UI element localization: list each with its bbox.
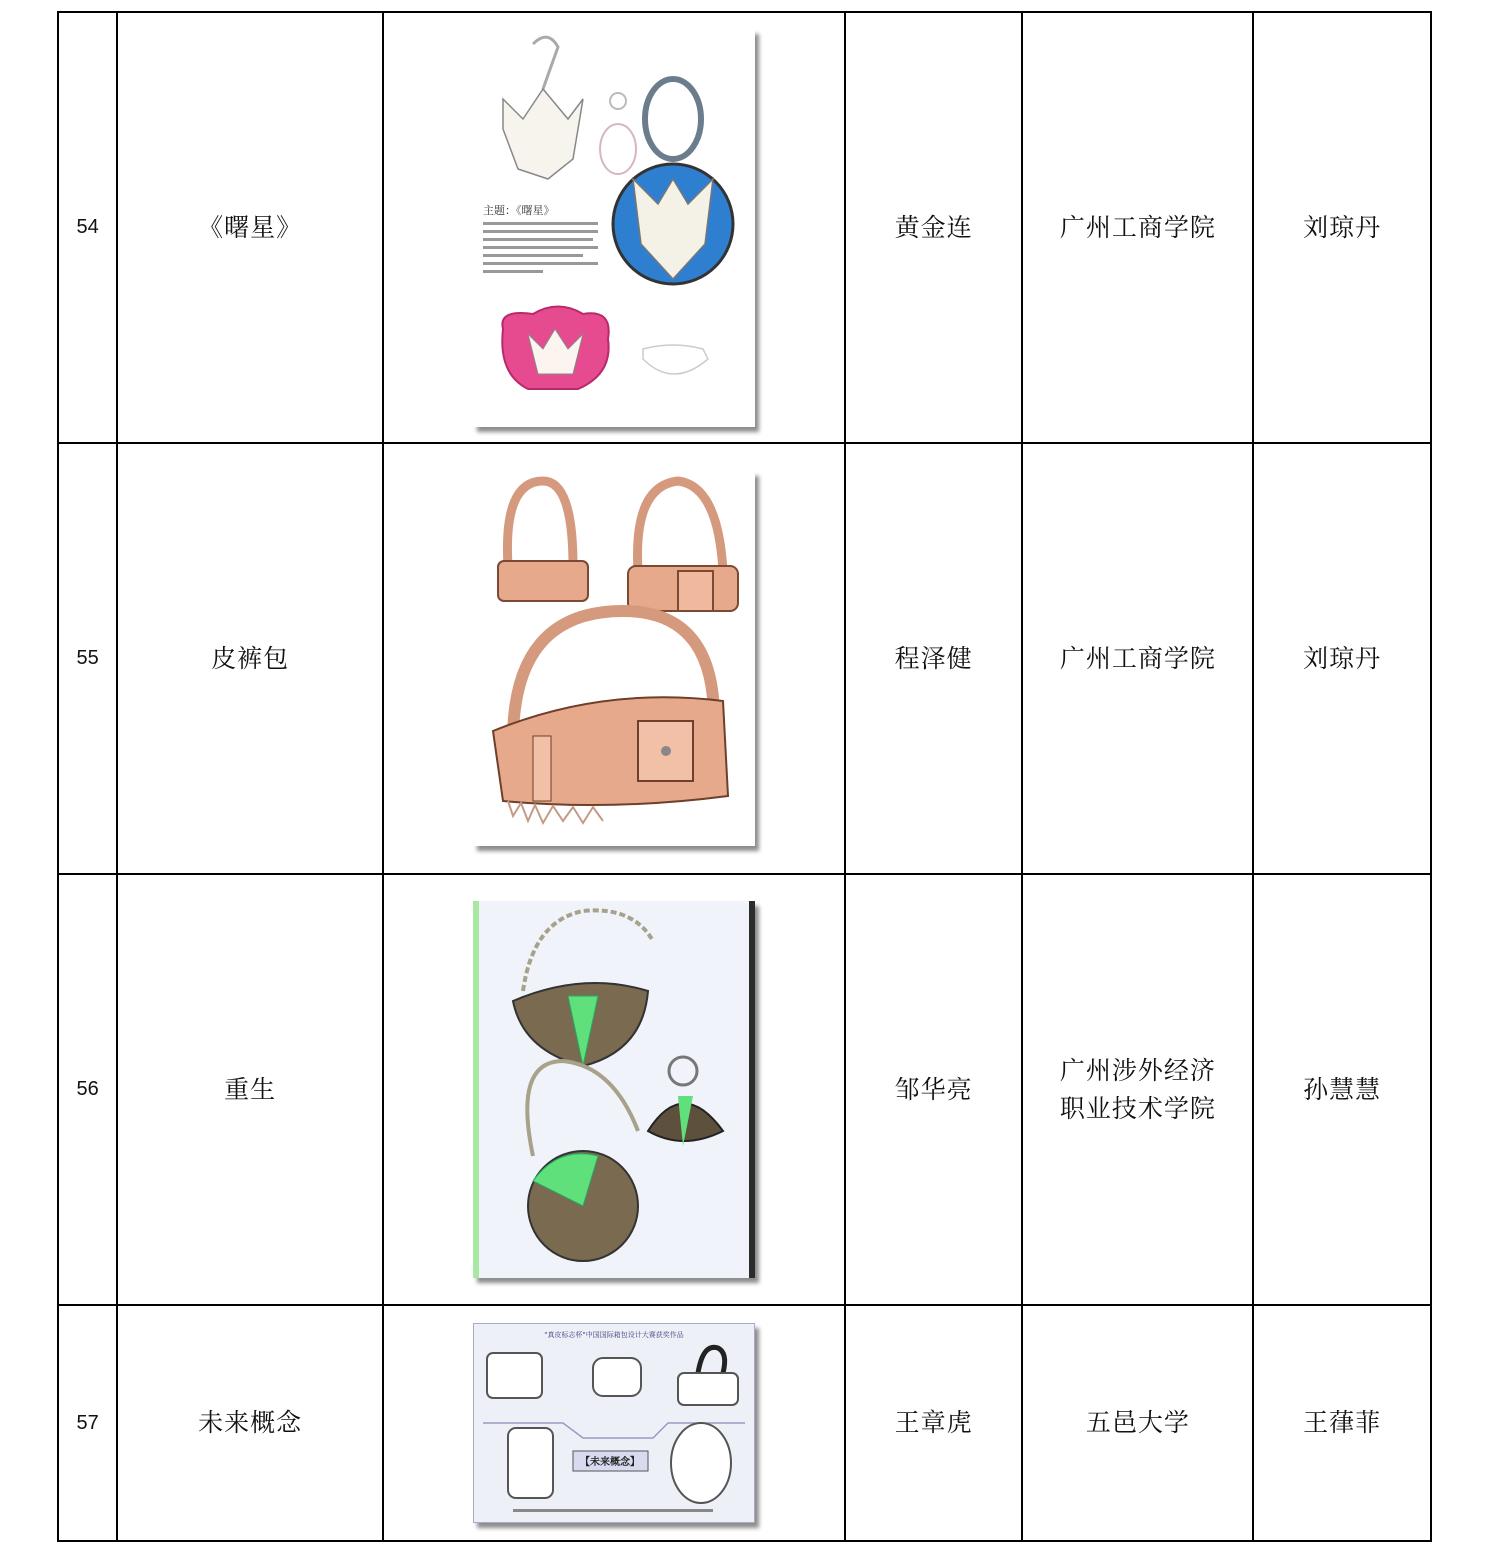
entries-table xyxy=(57,11,1432,1542)
school-cell xyxy=(1022,12,1253,443)
school-line: 广州涉外经济 xyxy=(1059,1055,1216,1085)
entry-number-cell xyxy=(58,443,117,874)
work-image-cell xyxy=(383,1305,845,1541)
author-cell xyxy=(845,443,1023,874)
work-title-cell xyxy=(117,12,383,443)
poster-banner: "真皮标志杯"中国国际箱包设计大赛获奖作品 xyxy=(544,1331,684,1339)
tutor-cell xyxy=(1253,443,1431,874)
work-title: 皮裤包 xyxy=(211,643,290,673)
work-image-cell xyxy=(383,12,845,443)
work-title: 未来概念 xyxy=(198,1408,303,1437)
author-name: 程泽健 xyxy=(894,643,973,673)
author-cell xyxy=(845,12,1023,443)
entry-number: 55 xyxy=(76,647,99,669)
school-cell xyxy=(1022,1305,1253,1541)
entry-number: 54 xyxy=(76,216,99,238)
tutor-cell xyxy=(1253,1305,1431,1541)
origami-fox-bag-sketch-icon xyxy=(473,29,755,427)
work-title: 《曙星》 xyxy=(198,212,303,242)
future-concept-bags-sketch-icon xyxy=(473,1323,755,1523)
work-title-cell xyxy=(117,443,383,874)
school-cell xyxy=(1022,443,1253,874)
table-row xyxy=(58,1305,1431,1541)
school-line: 广州工商学院 xyxy=(1059,643,1216,673)
table-row xyxy=(58,874,1431,1305)
tutor-name: 孙慧慧 xyxy=(1303,1074,1382,1104)
author-cell xyxy=(845,1305,1023,1541)
entry-number: 56 xyxy=(76,1078,99,1100)
work-image-cell xyxy=(383,874,845,1305)
school-line: 五邑大学 xyxy=(1085,1408,1190,1437)
tutor-name: 刘琼丹 xyxy=(1303,643,1382,673)
entry-number-cell xyxy=(58,874,117,1305)
caption-title: 主题：《曙星》 xyxy=(482,203,555,217)
poster-center-label: 【未来概念】 xyxy=(579,1457,640,1468)
entry-number: 57 xyxy=(76,1411,99,1434)
work-image-cell xyxy=(383,443,845,874)
entry-number-cell xyxy=(58,1305,117,1541)
school-line: 广州工商学院 xyxy=(1059,212,1216,242)
author-name: 邹华亮 xyxy=(894,1074,973,1104)
author-name: 王章虎 xyxy=(894,1408,973,1437)
work-title-cell xyxy=(117,1305,383,1541)
work-title: 重生 xyxy=(224,1074,277,1104)
green-fan-bag-sketch-icon xyxy=(473,901,755,1278)
table-row xyxy=(58,443,1431,874)
entry-number-cell xyxy=(58,12,117,443)
author-name: 黄金连 xyxy=(894,212,973,242)
table-row xyxy=(58,12,1431,443)
author-cell xyxy=(845,874,1023,1305)
school-line: 职业技术学院 xyxy=(1059,1093,1216,1123)
school-cell xyxy=(1022,874,1253,1305)
belt-shoulder-bag-sketch-icon xyxy=(473,471,755,846)
tutor-name: 王葎菲 xyxy=(1303,1408,1382,1437)
tutor-name: 刘琼丹 xyxy=(1303,212,1382,242)
tutor-cell xyxy=(1253,874,1431,1305)
work-title-cell xyxy=(117,874,383,1305)
tutor-cell xyxy=(1253,12,1431,443)
